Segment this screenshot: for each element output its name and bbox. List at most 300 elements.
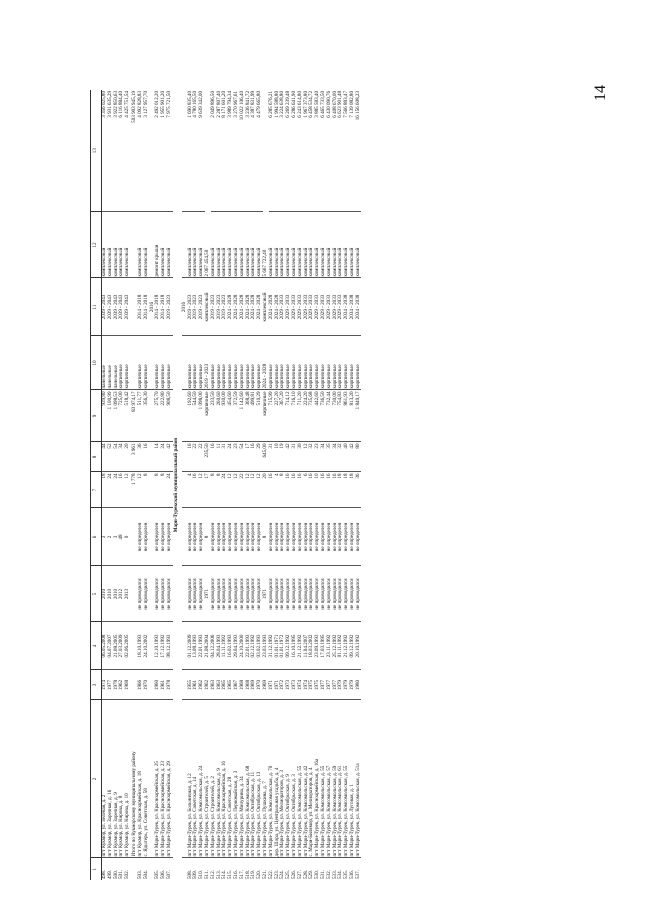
table-cell: кирпичные: [167, 336, 173, 390]
table-cell: 1977: [321, 670, 327, 700]
table-cell: 2034 - 2038: [356, 278, 362, 336]
table-cell: 18: [338, 472, 344, 508]
table-cell: не проводился: [144, 566, 150, 622]
table-cell: 2012: [119, 566, 125, 622]
table-cell: 6 458 534,72: [309, 90, 315, 212]
table-cell: 16 156 608,23: [356, 90, 362, 212]
table-cell: 3 989 794,34: [228, 90, 234, 212]
table-cell: 16: [251, 442, 257, 472]
table-cell: 16: [188, 442, 194, 472]
table-cell: 01.01.1971: [275, 622, 281, 670]
table-cell: комплексный: [228, 212, 234, 278]
table-cell: 20: [125, 442, 131, 472]
table-cell: 18.03.2002: [309, 622, 315, 670]
table-cell: 3 224 638,80: [280, 90, 286, 212]
table-cell: 645,00: [263, 442, 269, 472]
column-number-header: 12: [91, 212, 102, 278]
table-cell: 2029 - 2033: [280, 278, 286, 336]
table-cell: 0: [125, 508, 131, 566]
table-cell: 1966: [138, 670, 144, 700]
table-cell: 12: [125, 472, 131, 508]
table-cell: 813,20: [350, 390, 356, 442]
table-cell: кирпичные: [222, 336, 228, 390]
table-cell: 36: [356, 472, 362, 508]
table-cell: 2034 - 2038: [344, 278, 350, 336]
table-cell: 6 285 676,21: [269, 90, 275, 212]
table-cell: 2010: [114, 566, 120, 622]
table-cell: 260,60: [217, 390, 223, 442]
total-label: Итого по Кукморскому муниципальному району: [131, 700, 138, 858]
table-cell: 31: [269, 442, 275, 472]
table-cell: комплексный: [315, 212, 321, 278]
table-cell: не определен: [217, 508, 223, 566]
table-cell: пгт Мари-Турек, ул. Мелиораторов, д. 3: [280, 700, 286, 858]
table-cell: не проводился: [240, 566, 246, 622]
table-cell: комплексный: [263, 278, 269, 336]
table-cell: кирпичные: [234, 336, 240, 390]
table-cell: 21.12.1992: [298, 622, 304, 670]
table-cell: 736,50: [321, 390, 327, 442]
table-cell: пгт Мари-Турек, ул. Мичурина, д. 34: [240, 700, 246, 858]
table-cell: 930,00: [222, 390, 228, 442]
table-cell: 1979: [344, 670, 350, 700]
table-cell: 24: [114, 472, 120, 508]
table-cell: 17.12.1992: [161, 622, 167, 670]
rotated-table-page: [90, 90, 670, 880]
table-cell: не проводился: [161, 566, 167, 622]
section-title-row-text: Мари-Турекский муниципальный район: [173, 437, 180, 533]
table-cell: 1 098,00: [199, 390, 205, 442]
column-number-header: 8: [91, 442, 102, 472]
table-cell: 1961: [193, 670, 199, 700]
table-cell: 11: [217, 442, 223, 472]
table-cell: не проводился: [222, 566, 228, 622]
table-cell: не проводился: [275, 566, 281, 622]
table-cell: пгт Мари-Турек, ул. Комсомольская, д. 42: [304, 700, 310, 858]
table-cell: не определен: [269, 508, 275, 566]
table-cell: не проводился: [332, 566, 338, 622]
table-cell: 372,59: [234, 390, 240, 442]
table-cell: 527.: [296, 870, 303, 879]
table-cell: 54: [114, 442, 120, 472]
table-cell: пгт Мари-Турек, ул. Советская, д. 14: [193, 700, 199, 858]
table-cell: комплексный: [356, 212, 362, 278]
table-cell: комплексный: [292, 212, 298, 278]
table-cell: 25.12.1992: [332, 622, 338, 670]
table-cell: с. Ядыгерь, ул. Советская, д. 58: [144, 700, 150, 858]
table-cell: 13.08.1993: [193, 622, 199, 670]
table-cell: кирпичные: [263, 390, 269, 442]
table-cell: 4: [188, 472, 194, 508]
table-cell: 511.: [204, 870, 211, 879]
table-cell: 730,00: [332, 390, 338, 442]
year-subheader: 2016: [150, 278, 156, 336]
table-cell: комплексный: [327, 212, 333, 278]
table-cell: 516.: [233, 870, 240, 879]
table-cell: 454,60: [228, 390, 234, 442]
table-cell: кирпичные: [286, 336, 292, 390]
table-cell: 529.: [308, 870, 315, 879]
table-cell: 711,20: [298, 390, 304, 442]
table-cell: 1978: [167, 670, 173, 700]
table-cell: не проводился: [246, 566, 252, 622]
table-cell: 16: [193, 472, 199, 508]
table-cell: 48: [119, 508, 125, 566]
table-cell: 1970: [257, 670, 263, 700]
table-cell: 1973: [286, 670, 292, 700]
table-cell: 16: [269, 472, 275, 508]
table-cell: 16: [309, 472, 315, 508]
table-cell: 3: [102, 508, 108, 566]
table-cell: 503.: [137, 870, 144, 879]
table-cell: 1977: [327, 670, 333, 700]
table-cell: 2029 - 2033: [315, 278, 321, 336]
table-cell: 2019 - 2023: [217, 278, 223, 336]
table-cell: 1 098,53: [114, 390, 120, 442]
table-cell: 23: [315, 442, 321, 472]
table-cell: кирпичные: [193, 336, 199, 390]
table-cell: не проводился: [234, 566, 240, 622]
table-cell: 7 566 883,47: [344, 90, 350, 212]
table-cell: 8: [211, 472, 217, 508]
table-cell: 523.: [273, 870, 280, 879]
table-cell: 11.11.1992: [222, 622, 228, 670]
table-cell: кирпичные: [155, 336, 161, 390]
table-cell: 2019 - 2023: [193, 278, 199, 336]
table-cell: не определен: [222, 508, 228, 566]
table-cell: 12: [138, 472, 144, 508]
table-cell: пгт Мари-Турек, ул. Красноармейская, д. 16: [222, 700, 228, 858]
table-cell: дер. Шора, ул. Центральная усадьба, д. 4: [275, 700, 281, 858]
table-cell: 500.: [112, 870, 119, 879]
table-cell: пгт Мари-Турек, ул. Октябрьская, д. 9: [286, 700, 292, 858]
table-cell: 1965: [228, 670, 234, 700]
table-cell: 1969: [251, 670, 257, 700]
table-cell: 861,93: [344, 390, 350, 442]
table-cell: 1971: [269, 670, 275, 700]
table-cell: комплексный: [344, 212, 350, 278]
table-cell: 3 356 025,80: [102, 90, 108, 212]
table-cell: 2024 - 2028: [228, 278, 234, 336]
column-numbers-header: [91, 90, 102, 880]
table-cell: не проводился: [280, 566, 286, 622]
table-cell: 2024 - 2028: [246, 278, 252, 336]
table-cell: 24: [222, 472, 228, 508]
table-cell: не определен: [161, 508, 167, 566]
table-cell: 528.: [302, 870, 309, 879]
table-cell: не проводился: [257, 566, 263, 622]
table-cell: 16.02.1993: [228, 622, 234, 670]
table-cell: кирпичные: [188, 336, 194, 390]
table-cell: 3 922 850,63: [114, 90, 120, 212]
table-cell: 5 667 722,40: [263, 212, 269, 278]
table-cell: пгт Мари-Турек, ул. Комсомольская, д. 9: [217, 700, 223, 858]
table-cell: не определен: [350, 508, 356, 566]
table-cell: пгт Мари-Турек, ул. Октябрьская, д. 11: [251, 700, 257, 858]
table-cell: 2034 - 2038: [350, 278, 356, 336]
table-cell: не определен: [199, 508, 205, 566]
table-cell: 1975: [309, 670, 315, 700]
table-cell: не определен: [155, 508, 161, 566]
table-cell: 16: [332, 472, 338, 508]
table-cell: 1980: [356, 670, 362, 700]
table-cell: кирпичные: [205, 390, 211, 442]
table-cell: 499.: [106, 870, 113, 879]
table-cell: 32: [309, 442, 315, 472]
table-cell: 368,48: [246, 390, 252, 442]
table-body: [102, 90, 362, 880]
table-cell: комплексный: [240, 212, 246, 278]
table-cell: комплексный: [234, 212, 240, 278]
table-cell: 30: [298, 442, 304, 472]
table-cell: 2014 - 2018: [138, 278, 144, 336]
table-cell: кирпичные: [275, 336, 281, 390]
table-cell: 54: [240, 442, 246, 472]
table-cell: 2024 - 2028: [257, 278, 263, 336]
table-cell: 23: [234, 442, 240, 472]
table-cell: кирпичные: [280, 336, 286, 390]
table-cell: не проводился: [327, 566, 333, 622]
table-cell: не проводился: [199, 566, 205, 622]
table-cell: 3 931 635,29: [108, 90, 114, 212]
table-cell: 04.12.2006: [211, 622, 217, 670]
table-cell: 14: [155, 442, 161, 472]
table-cell: 544,50: [193, 390, 199, 442]
table-cell: 1960: [155, 670, 161, 700]
table-cell: 23.11.1992: [327, 622, 333, 670]
column-number-header: 6: [91, 508, 102, 566]
table-cell: кирпичные: [332, 336, 338, 390]
table-cell: кирпичные: [338, 336, 344, 390]
table-cell: 1979: [350, 670, 356, 700]
table-cell: комплексный: [144, 212, 150, 278]
table-cell: не определен: [327, 508, 333, 566]
table-cell: не проводился: [211, 566, 217, 622]
table-cell: пгт Мари-Турек, ул. Комсомольская, д. 51а: [356, 700, 362, 858]
table-cell: 8: [217, 472, 223, 508]
table-cell: не проводился: [292, 566, 298, 622]
table-cell: 4 780 165,50: [193, 90, 199, 212]
table-cell: 511,77: [138, 390, 144, 442]
table-cell: 2013: [125, 566, 131, 622]
table-cell: 1968: [240, 670, 246, 700]
table-cell: не определен: [240, 508, 246, 566]
table-cell: 6 623 901,48: [338, 90, 344, 212]
table-cell: комплексный: [217, 212, 223, 278]
table-cell: комплексный: [257, 212, 263, 278]
table-cell: 2029 - 2033: [298, 278, 304, 336]
table-cell: комплексный: [108, 212, 114, 278]
table-cell: не проводился: [269, 566, 275, 622]
table-cell: с. Мари-Билямор, ул. Мелиораторов, д. 4: [309, 700, 315, 858]
table-cell: 227,20: [275, 390, 281, 442]
table-cell: комплексный: [125, 212, 131, 278]
table-cell: не проводился: [228, 566, 234, 622]
table-cell: не проводился: [338, 566, 344, 622]
total-value: 3 961: [131, 442, 138, 472]
table-cell: 12: [246, 472, 252, 508]
table-cell: 2039 - 2043: [125, 278, 131, 336]
table-cell: 1 840,17: [356, 390, 362, 442]
table-cell: 2029 - 2033: [332, 278, 338, 336]
table-cell: 2019 - 2023: [222, 278, 228, 336]
table-cell: 3 270 967,61: [234, 90, 240, 212]
table-cell: панельные: [114, 336, 120, 390]
table-cell: кирпичные: [304, 336, 310, 390]
table-cell: 80: [356, 442, 362, 472]
table-cell: 2024 - 2028: [240, 278, 246, 336]
table-cell: пгт Мари-Турек, ул. Комсомольская, д. 55: [344, 700, 350, 858]
table-cell: 1974: [102, 670, 108, 700]
table-cell: 17: [246, 442, 252, 472]
table-cell: 714,12: [286, 390, 292, 442]
table-cell: не проводился: [321, 566, 327, 622]
table-cell: пгт Мари-Турек, ул. Больничная, д. 12: [188, 700, 194, 858]
table-cell: 1971: [275, 670, 281, 700]
table-cell: 356,30: [144, 390, 150, 442]
table-cell: 02.06.2005: [125, 622, 131, 670]
table-cell: комплексный: [275, 212, 281, 278]
table-cell: не проводился: [251, 566, 257, 622]
table-cell: 1 690 835,40: [188, 90, 194, 212]
table-cell: 224,20: [304, 390, 310, 442]
table-cell: не определен: [332, 508, 338, 566]
table-cell: 537.: [354, 870, 361, 879]
table-cell: 6 243 614,80: [298, 90, 304, 212]
table-cell: 35: [327, 442, 333, 472]
table-cell: 8: [161, 472, 167, 508]
table-cell: комплексный: [205, 278, 211, 336]
table-cell: не определен: [309, 508, 315, 566]
table-cell: 504.: [142, 870, 149, 879]
table-cell: кирпичные: [298, 336, 304, 390]
table-cell: 509.: [192, 870, 199, 879]
table-cell: комплексный: [350, 212, 356, 278]
table-cell: 513.: [215, 870, 222, 879]
table-cell: 8: [155, 472, 161, 508]
table-cell: 6: [304, 472, 310, 508]
table-cell: кирпичные: [125, 336, 131, 390]
table-cell: 1 967 373,80: [304, 90, 310, 212]
table-cell: 1975: [315, 670, 321, 700]
column-number-header: 5: [91, 566, 102, 622]
table-cell: кирпичные: [161, 336, 167, 390]
table-cell: 519.: [250, 870, 257, 879]
table-cell: не определен: [344, 508, 350, 566]
table-cell: 22: [240, 472, 246, 508]
table-cell: пгт Мари-Турек, ул. Луговая, д. 1: [350, 700, 356, 858]
table-cell: не проводился: [304, 566, 310, 622]
table-cell: не проводился: [167, 566, 173, 622]
table-cell: 12: [304, 442, 310, 472]
table-cell: комплексный: [246, 212, 252, 278]
table-cell: не определен: [298, 508, 304, 566]
table-cell: 517.: [238, 870, 245, 879]
table-cell: 28.04.1993: [217, 622, 223, 670]
table-cell: 1962: [199, 670, 205, 700]
table-cell: кирпичные: [257, 336, 263, 390]
table-cell: 533.: [331, 870, 338, 879]
table-cell: 2 287 807,40: [217, 90, 223, 212]
table-cell: пгт Кукмор, ул. Зеленая, д. 2: [102, 700, 108, 858]
table-cell: кирпичные: [251, 336, 257, 390]
table-cell: 1968: [125, 670, 131, 700]
table-cell: комплексный: [309, 212, 315, 278]
table-cell: 01.01.1972: [280, 622, 286, 670]
table-cell: 3 236 841,72: [246, 90, 252, 212]
table-cell: 2024 - 2028: [275, 278, 281, 336]
table-cell: не определен: [193, 508, 199, 566]
table-cell: 20: [263, 472, 269, 508]
table-cell: 18: [350, 472, 356, 508]
table-cell: 521.: [262, 870, 269, 879]
table-cell: 18.10.1993: [138, 622, 144, 670]
table-cell: 21.12.1992: [344, 622, 350, 670]
table-cell: 04.07.2007: [108, 622, 114, 670]
table-cell: не определен: [234, 508, 240, 566]
table-cell: 24.10.2002: [144, 622, 150, 670]
table-cell: не проводился: [315, 566, 321, 622]
table-cell: комплексный: [269, 212, 275, 278]
table-cell: не определен: [144, 508, 150, 566]
table-cell: 02.12.1992: [251, 622, 257, 670]
table-cell: 1969: [263, 670, 269, 700]
table-cell: 19: [280, 442, 286, 472]
table-cell: 2029 - 2033: [309, 278, 315, 336]
table-cell: 12: [228, 472, 234, 508]
table-cell: 12: [257, 472, 263, 508]
table-cell: 24.10.2000: [240, 622, 246, 670]
table-cell: пгт Мари-Турек, ул. Комсомольская, д. 57: [327, 700, 333, 858]
table-cell: 1962: [119, 670, 125, 700]
table-cell: кирпичные: [309, 336, 315, 390]
table-cell: 16: [119, 472, 125, 508]
table-cell: 367,20: [280, 390, 286, 442]
table-cell: не проводился: [286, 566, 292, 622]
table-cell: 1 100,99: [108, 390, 114, 442]
table-cell: 716,10: [292, 390, 298, 442]
table-cell: 3 885 583,40: [315, 90, 321, 212]
table-cell: 2010: [108, 566, 114, 622]
table-cell: 2019 - 2023: [188, 278, 194, 336]
table-cell: 16: [211, 442, 217, 472]
table-cell: 8: [205, 508, 211, 566]
column-number-header: 2: [91, 700, 102, 858]
table-cell: 31: [222, 442, 228, 472]
total-value: 1 778: [131, 472, 138, 508]
table-cell: 6 465 733,50: [321, 90, 327, 212]
table-cell: 34: [321, 442, 327, 472]
table-cell: 16: [292, 472, 298, 508]
table-cell: комплексный: [338, 212, 344, 278]
table-cell: 2024 - 2028: [269, 278, 275, 336]
table-cell: пгт Мари-Турек, ул. Комсомольская, д. 55: [321, 700, 327, 858]
table-cell: не определен: [251, 508, 257, 566]
column-number-header: 9: [91, 390, 102, 442]
table-cell: 520.: [256, 870, 263, 879]
table-cell: комплексный: [332, 212, 338, 278]
table-cell: комплексный: [321, 212, 327, 278]
table-cell: пгт Мари-Турек, ул. Первомайская, д. 3: [234, 700, 240, 858]
table-cell: 442,60: [315, 390, 321, 442]
table-cell: не проводился: [356, 566, 362, 622]
table-cell: 12.10.1993: [155, 622, 161, 670]
table-cell: 535.: [343, 870, 350, 879]
table-cell: не определен: [280, 508, 286, 566]
table-cell: 1977: [108, 670, 114, 700]
table-cell: комплексный: [138, 212, 144, 278]
table-cell: 10: [275, 442, 281, 472]
